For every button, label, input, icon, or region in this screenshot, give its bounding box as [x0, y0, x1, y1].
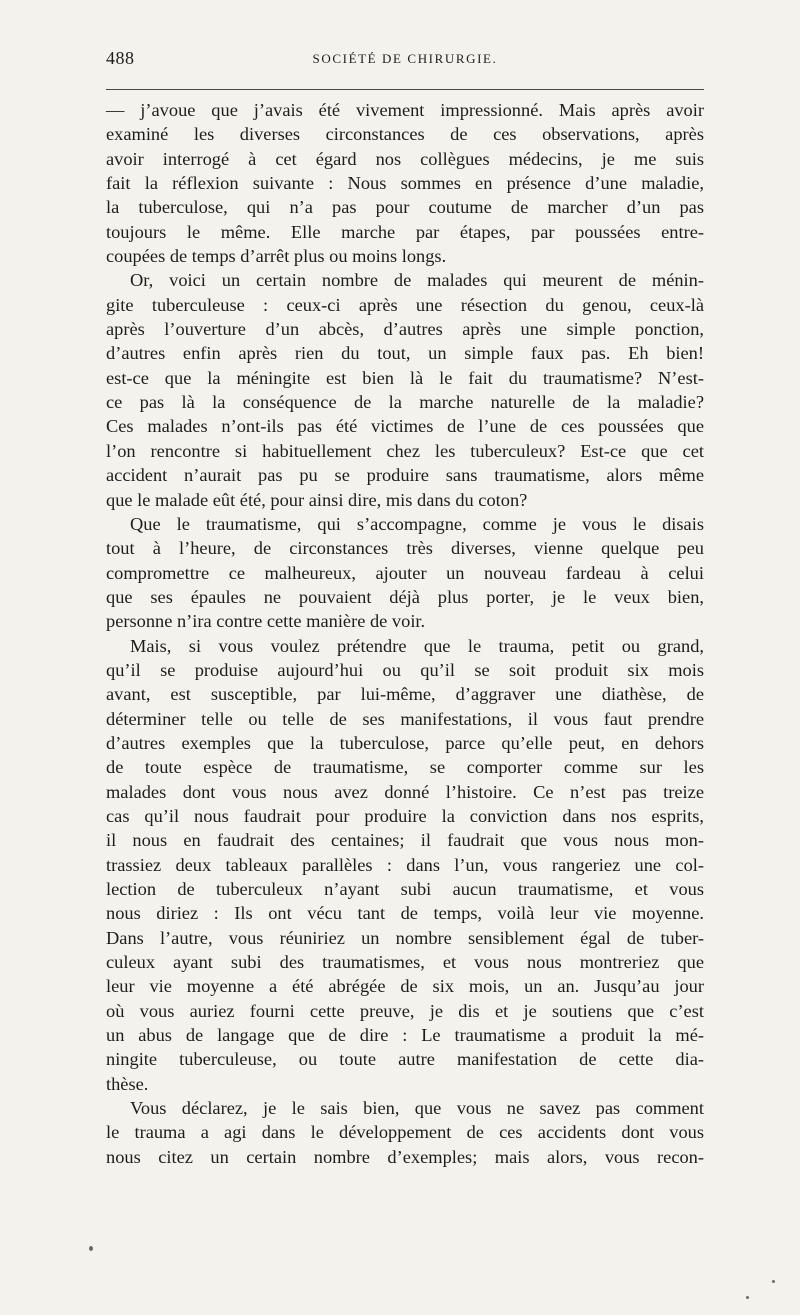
text-line: cas qu’il nous faudrait pour produire la conviction dans nos esprits,: [106, 805, 704, 826]
text-line: leur vie moyenne a été abrégée de six mois, un an. Jusqu’au jour: [106, 976, 704, 997]
text-line: est-ce que la méningite est bien là le fait du traumatisme? N’est-: [106, 367, 704, 388]
text-line: la tuberculose, qui n’a pas pour coutume de marcher d’un pas: [106, 197, 704, 218]
text-line: l’on rencontre si habituellement chez les tuberculeux? Est-ce que cet: [106, 440, 704, 461]
text-line: que ses épaules ne pouvaient déjà plus porter, je le veux bien,: [106, 586, 704, 607]
text-line: après l’ouverture d’un abcès, d’autres après une simple ponction,: [106, 319, 704, 340]
text-line: avoir interrogé à cet égard nos collègues médecins, je me suis: [106, 148, 704, 169]
text-line: Dans l’autre, vous réuniriez un nombre sensiblement égal de tuber-: [106, 927, 704, 948]
page-header: [106, 48, 704, 72]
paper-speck: [89, 1246, 93, 1251]
text-line: tout à l’heure, de circonstances très diverses, vienne quelque peu: [106, 538, 704, 559]
text-line: personne n’ira contre cette manière de voir.: [106, 611, 426, 632]
text-line: ce pas là la conséquence de la marche naturelle de la maladie?: [106, 392, 704, 413]
text-line: que le malade eût été, pour ainsi dire, mis dans du coton?: [106, 489, 528, 510]
text-line: d’autres exemples que la tuberculose, parce qu’elle peut, en dehors: [106, 732, 704, 753]
text-line: qu’il se produise aujourd’hui ou qu’il se soit produit six mois: [106, 659, 704, 680]
text-line: Vous déclarez, je le sais bien, que vous ne savez pas comment: [130, 1098, 704, 1119]
text-line: d’autres enfin après rien du tout, un simple faux pas. Eh bien!: [106, 343, 704, 364]
text-line: culeux ayant subi des traumatismes, et vous nous montreriez que: [106, 952, 704, 973]
text-line: Mais, si vous voulez prétendre que le trauma, petit ou grand,: [130, 635, 704, 656]
text-line: lection de tuberculeux n’ayant subi aucun traumatisme, et vous: [106, 879, 704, 899]
text-line: malades dont vous nous avez donné l’histoire. Ce n’est pas treize: [106, 781, 704, 802]
text-line: compromettre ce malheureux, ajouter un nouveau fardeau à celui: [106, 562, 704, 583]
text-line: déterminer telle ou telle de ses manifestations, il vous faut prendre: [106, 708, 704, 729]
text-line: un abus de langage que de dire : Le traumatisme a produit la mé-: [106, 1025, 704, 1046]
paper-speck: [746, 1296, 749, 1299]
header-rule: [106, 89, 704, 90]
text-line: Que le traumatisme, qui s’accompagne, comme je vous le disais: [130, 513, 704, 534]
text-line: Ces malades n’ont-ils pas été victimes de l’une de ces poussées que: [106, 416, 704, 437]
text-line: avant, est susceptible, par lui-même, d’aggraver une diathèse, de: [106, 684, 704, 705]
text-line: nous citez un certain nombre d’exemples; mais alors, vous recon-: [106, 1146, 704, 1167]
text-line: toujours le même. Elle marche par étapes, par poussées entre-: [106, 221, 704, 242]
text-line: coupées de temps d’arrêt plus ou moins longs.: [106, 246, 447, 267]
text-line: nous diriez : Ils ont vécu tant de temps, voilà leur vie moyenne.: [106, 903, 704, 924]
text-line: de toute espèce de traumatisme, se comporter comme sur les: [106, 757, 704, 778]
text-line: où vous auriez fourni cette preuve, je dis et je soutiens que c’est: [106, 1000, 704, 1021]
text-line: il nous en faudrait des centaines; il faudrait que vous nous mon-: [106, 830, 704, 851]
text-line: fait la réflexion suivante : Nous sommes en présence d’une maladie,: [106, 173, 704, 194]
text-line: Or, voici un certain nombre de malades qui meurent de ménin-: [130, 270, 704, 291]
page-number: 488: [106, 48, 135, 68]
body-text: [106, 98, 704, 1169]
text-line: accident n’aurait pas pu se produire sans traumatisme, alors même: [106, 465, 704, 486]
text-line: thèse.: [106, 1073, 149, 1094]
text-line: examiné les diverses circonstances de ces observations, après: [106, 124, 704, 145]
running-title: SOCIÉTÉ DE CHIRURGIE.: [312, 51, 498, 66]
text-line: le trauma a agi dans le développement de ces accidents dont vous: [106, 1122, 704, 1143]
text-line: ningite tuberculeuse, ou toute autre manifestation de cette dia-: [106, 1049, 704, 1070]
text-line: — j’avoue que j’avais été vivement impressionné. Mais après avoir: [106, 100, 704, 120]
text-line: gite tuberculeuse : ceux-ci après une résection du genou, ceux-là: [106, 294, 704, 315]
text-line: trassiez deux tableaux parallèles : dans l’un, vous rangeriez une col-: [106, 854, 704, 875]
paper-speck: [772, 1280, 775, 1283]
